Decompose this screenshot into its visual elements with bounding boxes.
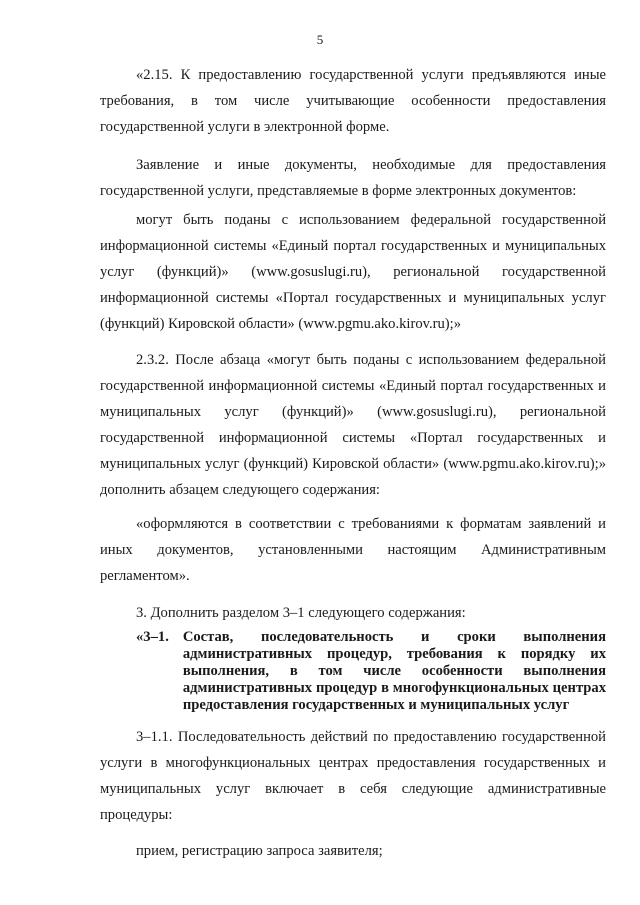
paragraph-zayavlenie: Заявление и иные документы, необходимые для предоставления государственной услуги, представляемые в форме электронных документов: [100,157,606,199]
paragraph-3-1-1: 3–1.1. Последовательность действий по предоставлению государственной услуги в многофункциональных центрах предоставления государственных и муниципальных услуг включает в себя следующие административные процедуры: [100,729,606,823]
paragraph-oformlyayutsya: «оформляются в соответствии с требованиями к форматам заявлений и иных документов, установленными настоящим Административным регламентом». [100,516,606,584]
section-number: «3–1. [136,629,169,645]
section-title: Состав, последовательность и сроки выполнения административных процедур, требования к порядку их выполнения, в том числе особенности выполнения административных процедур в многофункциональных центрах предоставления государственных и муниципальных услуг [182,629,606,713]
section-3-1-heading [100,629,606,714]
paragraph-2-15: «2.15. К предоставлению государственной услуги предъявляются иные требования, в том числе учитывающие особенности предоставления государственной услуги в электронной форме. [100,67,606,135]
page-number: 5 [316,32,324,47]
paragraph-3: 3. Дополнить разделом 3–1 следующего содержания: [136,605,466,621]
paragraph-2-3-2: 2.3.2. После абзаца «могут быть поданы с использованием федеральной государственной информационной системы «Единый портал государственных и муниципальных услуг (функций)» (www.gosuslugi.ru), региональной государственной информационной системы «Портал государственных и муниципальных услуг (функций) Кировской области» (www.pgmu.ako.kirov.ru);» дополнить абзацем следующего содержания: [100,352,606,498]
paragraph-priem: прием, регистрацию запроса заявителя; [136,843,383,859]
document-body [100,62,606,864]
paragraph-mogut-byt-podany: могут быть поданы с использованием федеральной государственной информационной системы «Единый портал государственных и муниципальных услуг (функций)» (www.gosuslugi.ru), региональной государственной информационной системы «Портал государственных и муниципальных услуг (функций) Кировской области» (www.pgmu.ako.kirov.ru);» [100,212,606,332]
